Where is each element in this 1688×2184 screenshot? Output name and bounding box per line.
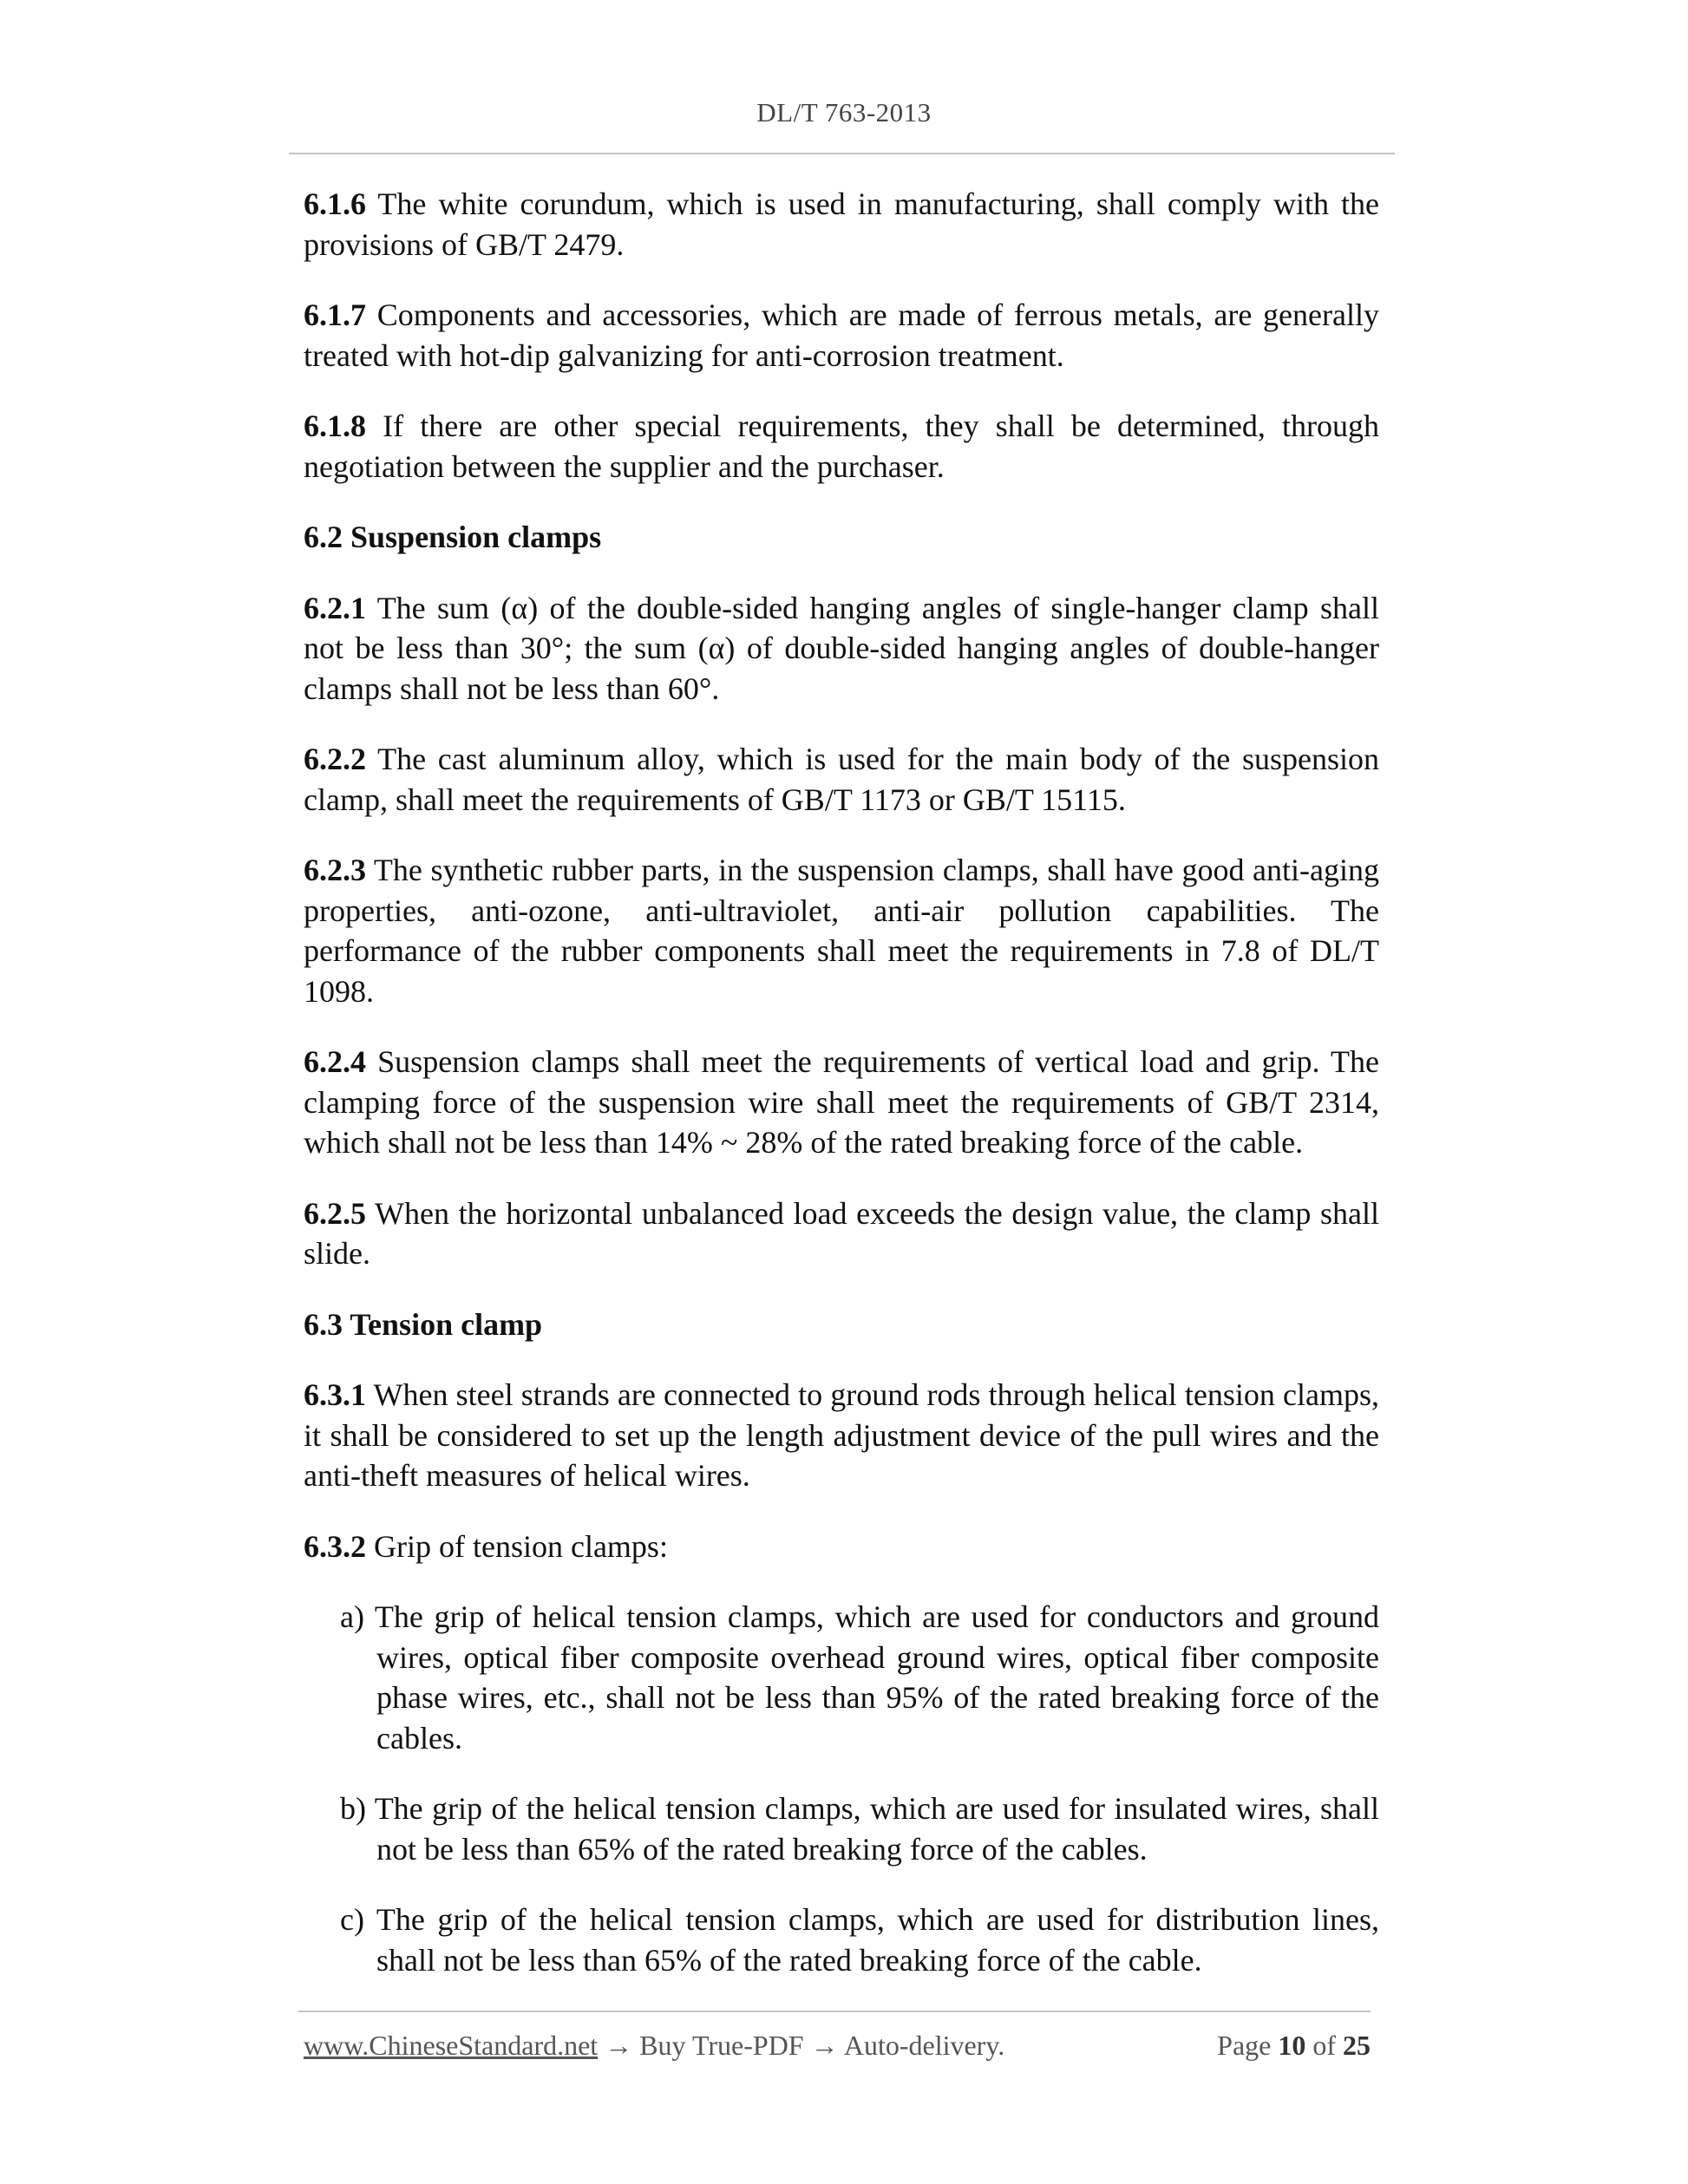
total-pages: 25 xyxy=(1343,2030,1371,2061)
footer-promo xyxy=(304,2030,1004,2062)
arrow-right-icon: → xyxy=(803,2030,844,2061)
clause-number: 6.2.2 xyxy=(304,742,366,776)
document-body xyxy=(304,184,1379,2011)
page-header: DL/T 763-2013 xyxy=(756,97,932,128)
clause-6-3-1 xyxy=(304,1375,1379,1496)
clause-text: The cast aluminum alloy, which is used for the main body of the suspension clamp, shall meet the requirements of GB/T 1173 or GB/T 15115. xyxy=(304,742,1379,817)
clause-text: The white corundum, which is used in manufacturing, shall comply with the provisions of GB/T 2479. xyxy=(304,186,1379,262)
clause-6-1-6 xyxy=(304,184,1379,265)
list-item-a: a) The grip of helical tension clamps, which are used for conductors and ground wires, optical fiber composite overhead ground wires, optical fiber composite phase wires, etc., shall not be less than 95% of the rated breaking force of the cables. xyxy=(340,1599,1379,1756)
clause-6-2-2 xyxy=(304,739,1379,820)
clause-text: Grip of tension clamps: xyxy=(366,1528,668,1564)
of-label: of xyxy=(1305,2030,1343,2061)
clause-6-2-5 xyxy=(304,1193,1379,1274)
page-number xyxy=(1217,2030,1371,2062)
clause-6-1-7 xyxy=(304,295,1379,376)
clause-text: The sum (α) of the double-sided hanging angles of single-hanger clamp shall not be less than 30°; the sum (α) of double-sided hanging angles of double-hanger clamps shall not be less than 60°. xyxy=(304,590,1379,706)
clause-number: 6.3.2 xyxy=(304,1528,366,1564)
clause-text: If there are other special requirements, they shall be determined, through negotiation between the supplier and the purchaser. xyxy=(304,409,1379,484)
list-item-b: b) The grip of the helical tension clamps, which are used for insulated wires, shall not be less than 65% of the rated breaking force of the cables. xyxy=(340,1791,1379,1867)
clause-text: Suspension clamps shall meet the requirements of vertical load and grip. The clamping force of the suspension wire shall meet the requirements of GB/T 2314, which shall not be less than 14% ~ 28% of the rated breaking force of the cable. xyxy=(304,1044,1379,1160)
clause-number: 6.1.8 xyxy=(304,409,366,443)
clause-text: When the horizontal unbalanced load exceeds the design value, the clamp shall slide. xyxy=(304,1195,1379,1271)
clause-6-2-3 xyxy=(304,850,1379,1011)
buy-pdf-text: Buy True-PDF xyxy=(639,2030,804,2061)
clause-text: The synthetic rubber parts, in the suspension clamps, shall have good anti-aging properties, anti-ozone, anti-ultraviolet, anti-air pollution capabilities. The performance of the rubber components shall meet the requirements in 7.8 of DL/T 1098. xyxy=(304,853,1379,1009)
clause-number: 6.2.3 xyxy=(304,853,366,887)
section-heading-6-2: 6.2 Suspension clamps xyxy=(304,520,602,554)
current-page: 10 xyxy=(1278,2030,1306,2061)
clause-text: Components and accessories, which are made of ferrous metals, are generally treated with hot-dip galvanizing for anti-corrosion treatment. xyxy=(304,298,1379,373)
clause-6-2-1 xyxy=(304,588,1379,709)
website-link[interactable]: www.ChineseStandard.net xyxy=(304,2030,599,2061)
clause-number: 6.1.6 xyxy=(304,186,366,221)
list-item-c: c) The grip of the helical tension clamps, which are used for distribution lines, shall not be less than 65% of the rated breaking force of the cable. xyxy=(340,1902,1379,1978)
clause-number: 6.2.5 xyxy=(304,1195,366,1231)
clause-number: 6.2.1 xyxy=(304,590,366,625)
clause-6-3-2 xyxy=(304,1527,1379,1567)
clause-number: 6.2.4 xyxy=(304,1044,366,1079)
auto-delivery-text: Auto-delivery. xyxy=(843,2030,1005,2061)
clause-6-2-4 xyxy=(304,1042,1379,1163)
page-label: Page xyxy=(1217,2030,1279,2061)
header-divider xyxy=(289,153,1395,154)
clause-number: 6.1.7 xyxy=(304,298,366,332)
clause-number: 6.3.1 xyxy=(304,1377,366,1412)
clause-text: When steel strands are connected to ground rods through helical tension clamps, it shall be considered to set up the length adjustment device of the pull wires and the anti-theft measures of helical wires. xyxy=(304,1377,1379,1493)
footer-divider xyxy=(298,2011,1371,2012)
clause-6-1-8 xyxy=(304,406,1379,487)
section-heading-6-3: 6.3 Tension clamp xyxy=(304,1306,543,1342)
arrow-right-icon: → xyxy=(598,2030,640,2061)
